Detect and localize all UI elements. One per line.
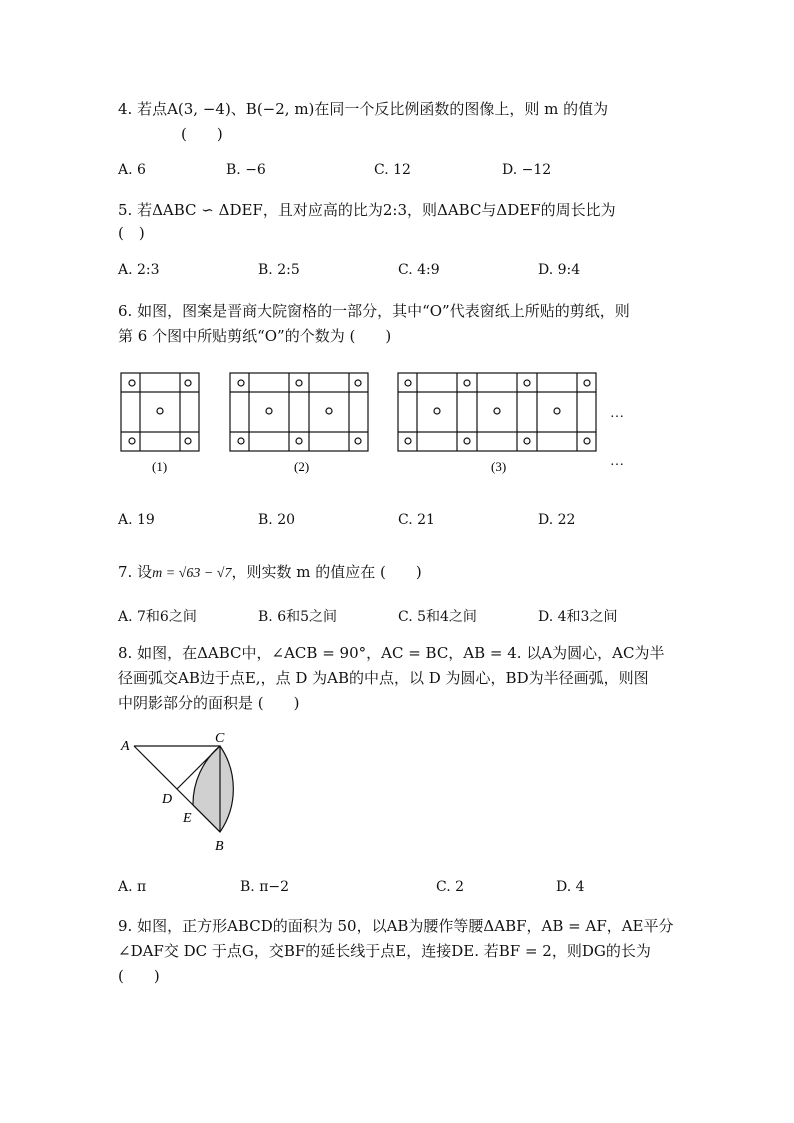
shaded-region [193,746,233,832]
q5-option-a: A. 2:3 [118,262,160,278]
ellipsis-upper: … [610,406,624,421]
point-b-label: B [215,839,224,854]
pattern-1 [121,373,199,451]
q6-stem-line1: 6. 如图，图案是晋商大院窗格的一部分，其中“O”代表窗纸上所贴的剪纸，则 [118,302,630,320]
q8-option-b: B. π−2 [240,879,290,895]
q7-option-a: A. 7和6之间 [118,609,197,625]
q8-stem-line3: 中阴影部分的面积是 ( ) [118,694,300,712]
q8-option-c: C. 2 [436,879,465,895]
q9-answer-bracket: ( ) [118,967,160,985]
q7-suffix: ，则实数 m 的值应在 ( ) [231,563,422,581]
q5-stem: 5. 若ΔABC ∽ ΔDEF，且对应高的比为2:3，则ΔABC与ΔDEF的周长比为 [118,201,616,219]
q4-answer-bracket: ( ) [181,125,223,143]
point-e-label: E [183,811,192,826]
pattern-label-1: (1) [152,459,168,474]
q8-stem-line1: 8. 如图，在ΔABC中，∠ACB = 90°，AC = BC，AB = 4. 以A为圆心，AC为半 [118,644,665,662]
q7-stem [118,561,422,582]
q9-stem-line1: 9. 如图，正方形ABCD的面积为 50，以AB为腰作等腰ΔABF，AB = AF，AE平分 [118,917,674,935]
pattern-3 [398,373,596,451]
q9-stem-line2: ∠DAF交 DC 于点G，交BF的延长线于点E，连接DE. 若BF = 2，则DG的长为 [118,942,651,960]
q6-stem-line2: 第 6 个图中所贴剪纸“O”的个数为 ( ) [118,327,392,345]
ellipsis-lower: … [610,454,624,469]
q6-option-d: D. 22 [538,512,576,528]
q7-option-b: B. 6和5之间 [258,609,338,625]
point-a-label: A [121,739,130,754]
q5-option-d: D. 9:4 [538,262,581,278]
q4-option-d: D. −12 [502,162,552,178]
q7-prefix: 7. 设 [118,563,153,581]
q5-answer-bracket: ( ) [118,224,145,242]
q6-option-b: B. 20 [258,512,296,528]
q8-triangle-arc-figure [115,728,255,856]
q4-stem: 4. 若点A(3, −4)、B(−2, m)在同一个反比例函数的图像上，则 m 的值为 [118,100,609,118]
q8-option-a: A. π [118,879,147,895]
q5-option-c: C. 4:9 [398,262,440,278]
q7-expression: m = √63 − √7 [152,566,232,581]
q8-option-d: D. 4 [556,879,585,895]
point-d-label: D [162,792,173,807]
q4-option-a: A. 6 [118,162,146,178]
q7-option-d: D. 4和3之间 [538,609,618,625]
point-c-label: C [215,731,225,746]
pattern-label-2: (2) [294,459,310,474]
q4-option-b: B. −6 [226,162,266,178]
q6-window-pattern-figure [110,365,640,480]
q4-option-c: C. 12 [374,162,411,178]
pattern-2 [230,373,368,451]
q6-option-c: C. 21 [398,512,435,528]
q5-option-b: B. 2:5 [258,262,300,278]
q8-stem-line2: 径画弧交AB边于点E,，点 D 为AB的中点，以 D 为圆心，BD为半径画弧，则图 [118,669,649,687]
q7-option-c: C. 5和4之间 [398,609,477,625]
pattern-label-3: (3) [491,459,507,474]
q6-option-a: A. 19 [118,512,155,528]
